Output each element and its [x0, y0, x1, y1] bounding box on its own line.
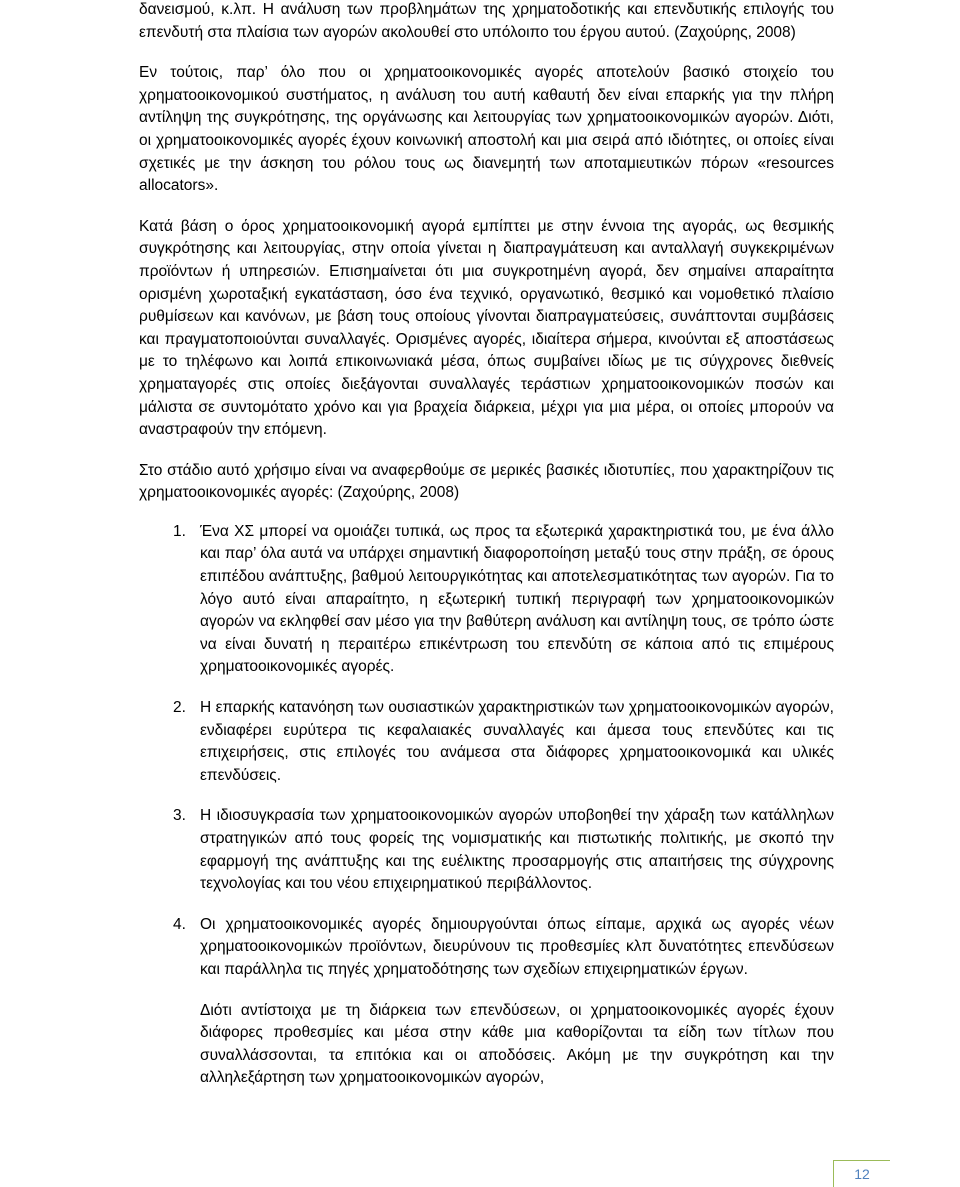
list-item [139, 805, 834, 895]
paragraph: Εν τούτοις, παρ’ όλο που οι χρηματοοικονομικές αγορές αποτελούν βασικό στοιχείο του χρηματοοικονομικού συστήματος, η ανάλυση του αυτή καθαυτή δεν είναι επαρκής για την πλήρη αντίληψη της συγκρότησης, της οργάνωσης και λειτουργίας των χρηματοοικονομικών αγορών. Διότι, οι χρηματοοικονομικές αγορές έχουν κοινωνική αποστολή και μια σειρά από ιδιότητες, οι οποίες είναι σχετικές με την άσκηση του ρόλου τους ως διανεμητή των αποταμιευτικών πόρων «resources allocators». [139, 64, 834, 195]
paragraph: δανεισμού, κ.λπ. Η ανάλυση των προβλημάτων της χρηματοδοτικής και επενδυτικής επιλογής του επενδυτή στα πλαίσια των αγορών ακολουθεί στο υπόλοιπο του έργου αυτού. (Ζαχούρης, 2008) [139, 1, 834, 41]
paragraph: Στο στάδιο αυτό χρήσιμο είναι να αναφερθούμε σε μερικές βασικές ιδιοτυπίες, που χαρακτηρίζουν τις χρηματοοικονομικές αγορές: (Ζαχούρης, 2008) [139, 461, 834, 502]
numbered-list [139, 521, 834, 982]
page-number: 12 [833, 1160, 890, 1187]
list-item [139, 697, 834, 787]
list-item [139, 521, 834, 679]
list-number: 1. [173, 522, 186, 540]
list-item-text: Ένα ΧΣ μπορεί να ομοιάζει τυπικά, ως προς τα εξωτερικά χαρακτηριστικά του, με ένα άλλο και παρ’ όλα αυτά να υπάρχει σημαντική διαφοροποίηση μεταξύ τους στην πράξη, σε όρους επιπέδου ανάπτυξης, βαθμού λειτουργικότητας και αποτελεσματικότητας των αγορών. Για το λόγο αυτό είναι απαραίτητο, η εξωτερική τυπική περιγραφή των χρηματοοικονομικών αγορών να εκληφθεί σαν μέσο για την βαθύτερη ανάλυση και αντίληψη τους, σε τρόπο ώστε να είναι δυνατή η περαιτέρω επικέντρωση του επενδύτη σε κάποια από τις επιμέρους χρηματοοικονομικές αγορές. [200, 522, 834, 676]
document-page [139, 0, 834, 1090]
list-item-text: Οι χρηματοοικονομικές αγορές δημιουργούνται όπως είπαμε, αρχικά ως αγορές νέων χρηματοοικονομικών προϊόντων, διευρύνουν τις προθεσμίες κλπ δυνατότητες επενδύσεων και παράλληλα τις πηγές χρηματοδότησης των σχεδίων επιχειρηματικών έργων. [200, 915, 834, 978]
list-number: 2. [173, 699, 186, 717]
list-number: 4. [173, 915, 186, 933]
list-item [139, 914, 834, 982]
list-item-text: Η επαρκής κατανόηση των ουσιαστικών χαρακτηριστικών των χρηματοοικονομικών αγορών, ενδιαφέρει ευρύτερα τις κεφαλαιακές συναλλαγές και άμεσα τους επενδύτες και τις επιχειρήσεις, στις επιλογές του ανάμεσα στα διάφορες χρηματοοικονομικά και υλικές επενδύσεις. [200, 699, 834, 784]
list-item-text: Η ιδιοσυγκρασία των χρηματοοικονομικών αγορών υποβοηθεί την χάραξη των κατάλληλων στρατηγικών από τους φορείς της νομισματικής και πιστωτικής πολιτικής, με σκοπό την εφαρμογή της ανάπτυξης και της ευέλικτης προσαρμογής στις απαιτήσεις της σύγχρονης τεχνολογίας και του νέου επιχειρηματικού περιβάλλοντος. [200, 807, 834, 893]
closing-paragraph: Διότι αντίστοιχα με τη διάρκεια των επενδύσεων, οι χρηματοοικονομικές αγορές έχουν διάφορες προθεσμίες και μέσα στην κάθε μια καθορίζονται τα είδη των τίτλων που συναλλάσσονται, τα επιτόκια και οι αποδόσεις. Ακόμη με την συγκρότηση και την αλληλεξάρτηση των χρηματοοικονομικών αγορών, [200, 1001, 834, 1087]
paragraph: Κατά βάση ο όρος χρηματοοικονομική αγορά εμπίπτει με στην έννοια της αγοράς, ως θεσμικής συγκρότησης και λειτουργίας, στην οποία γίνεται η διαπραγμάτευση και ανταλλαγή συγκεκριμένων προϊόντων ή υπηρεσιών. Επισημαίνεται ότι μια συγκροτημένη αγορά, δεν σημαίνει απαραίτητα ορισμένη χωροταξική εγκατάσταση, όσο ένα τεχνικό, οργανωτικό, θεσμικό και νομοθετικό πλαίσιο ρυθμίσεων και κανόνων, με βάση τους οποίους γίνονται διαπραγματεύσεις, συνάπτονται συμβάσεις και πραγματοποιούνται συναλλαγές. Ορισμένες αγορές, ιδιαίτερα σήμερα, κινούνται εξ αποστάσεως με το τηλέφωνο και λοιπά επικοινωνιακά μέσα, όπως συμβαίνει ιδίως με τις σύγχρονες διεθνείς χρηματαγορές στις οποίες διεξάγονται συναλλαγές τεράστιων χρηματοοικονομικών ποσών και μάλιστα σε συντομότατο χρόνο και για βραχεία διάρκεια, μέχρι για μια μέρα, οι οποίες μπορούν να αναστραφούν την επόμενη. [139, 217, 834, 439]
list-number: 3. [173, 807, 186, 825]
